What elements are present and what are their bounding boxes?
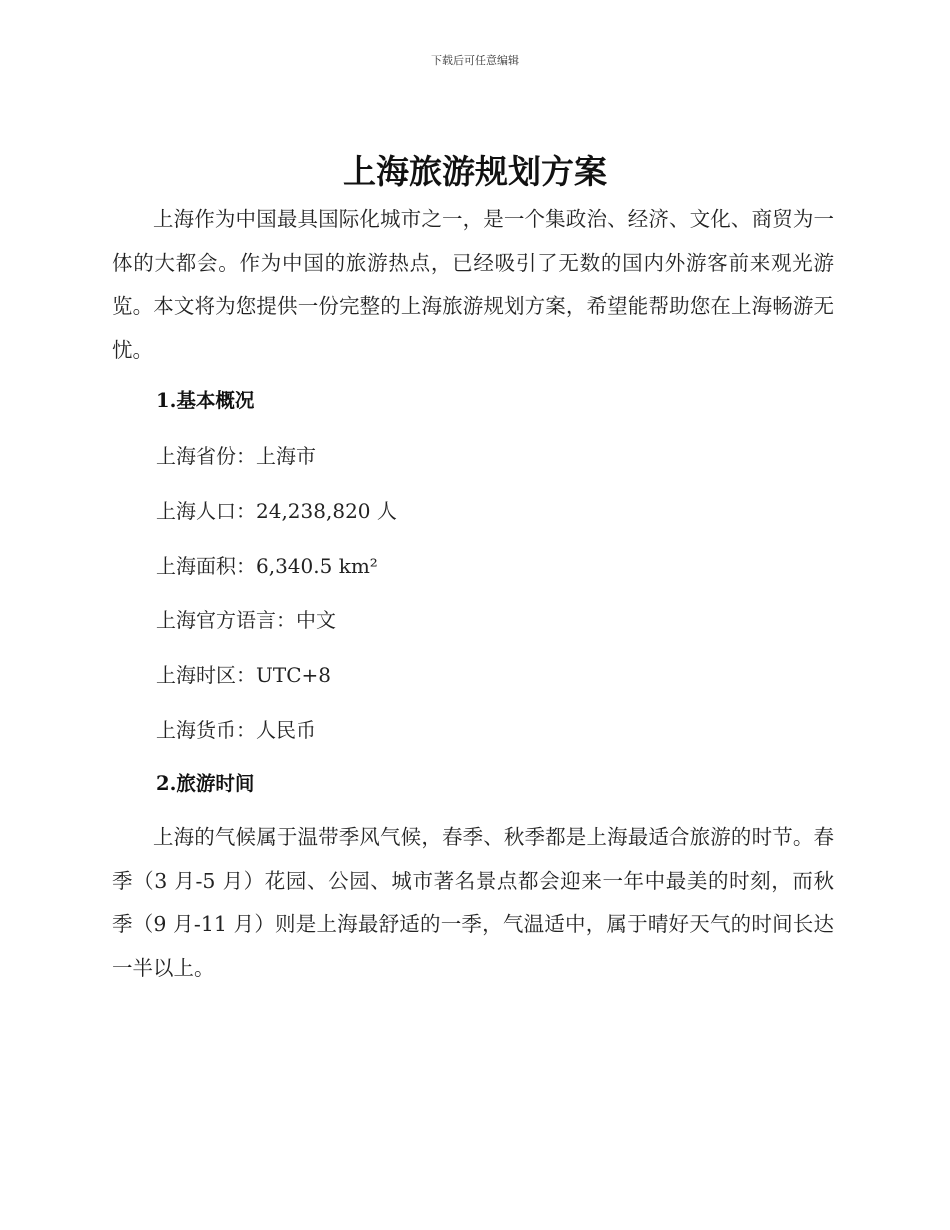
fact-label: 上海货币： (156, 717, 256, 742)
fact-province (156, 441, 397, 496)
fact-label: 上海面积： (156, 553, 256, 578)
fact-label: 上海人口： (156, 498, 256, 523)
travel-time-paragraph: 上海的气候属于温带季风气候，春季、秋季都是上海最适合旅游的时节。春季（3 月-5 月）花园、公园、城市著名景点都会迎来一年中最美的时刻，而秋季（9 月-11 月）则是上海最舒适的一季，气温适中，属于晴好天气的时间长达一半以上。 (112, 825, 834, 980)
fact-value: 6,340.5 km² (256, 553, 378, 578)
page-header-note: 下载后可任意编辑 (431, 54, 519, 67)
overview-fact-list (156, 441, 397, 770)
fact-value: 人民币 (256, 717, 316, 742)
fact-timezone (156, 660, 397, 715)
fact-value: 24,238,820 人 (256, 498, 397, 523)
fact-label: 上海省份： (156, 444, 256, 468)
fact-value: UTC+8 (256, 663, 331, 688)
fact-value: 上海市 (256, 444, 316, 468)
fact-language (156, 605, 397, 660)
section-heading-overview: 1.基本概况 (156, 389, 255, 412)
fact-population (156, 496, 397, 551)
intro-paragraph: 上海作为中国最具国际化城市之一，是一个集政治、经济、文化、商贸为一体的大都会。作为中国的旅游热点，已经吸引了无数的国内外游客前来观光游览。本文将为您提供一份完整的上海旅游规划方案，希望能帮助您在上海畅游无忧。 (112, 207, 834, 362)
fact-area (156, 551, 397, 606)
fact-currency (156, 715, 397, 770)
document-title: 上海旅游规划方案 (343, 152, 607, 191)
fact-value: 中文 (296, 608, 336, 633)
fact-label: 上海时区： (156, 663, 256, 688)
section-heading-travel-time: 2.旅游时间 (156, 772, 255, 795)
fact-label: 上海官方语言： (156, 608, 296, 633)
